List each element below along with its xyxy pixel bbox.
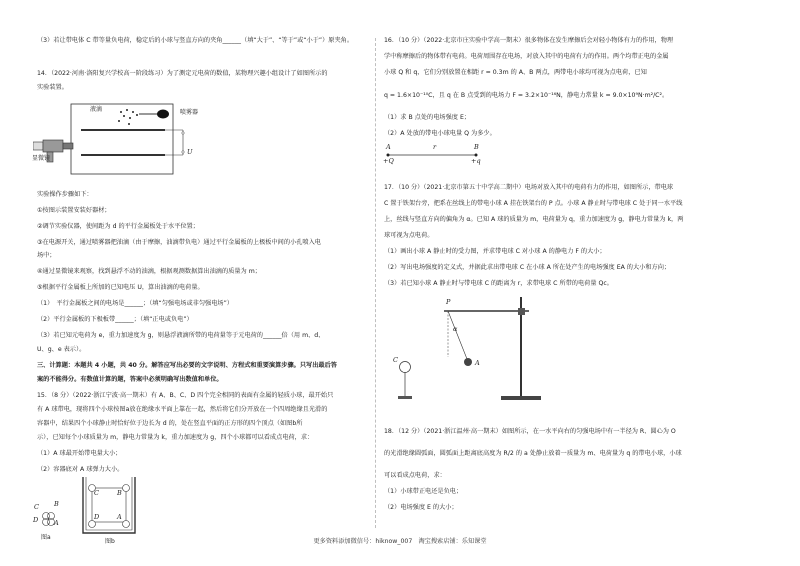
step-4: ④通过显微镜来观察，找到悬浮不动的油滴，根据观测数据算出油滴的质量为 m； <box>37 268 261 275</box>
fig16-label-r: r <box>433 143 437 151</box>
figure-15b-container <box>79 475 139 539</box>
fig15a-label-b: B <box>54 500 59 508</box>
q16-line2: 学中称摩擦后的物体带有电荷。电荷周围存在电场，对放入其中的电荷有力的作用。两个均带正电的金属 <box>384 53 669 60</box>
fig15b-caption: 图b <box>105 538 115 545</box>
label-voltage-u: U <box>187 148 193 156</box>
q18-part2: （2）电场强度 E 的大小； <box>384 504 458 511</box>
q17-line3: 上，丝线与竖直方向的偏角为 α。已知 A 球的质量为 m，电荷量为 q，重力加速度为 g，静电力常量为 k，两 <box>384 216 684 223</box>
fig17-label-alpha: α <box>453 325 458 333</box>
q17-line4: 球可视为点电荷。 <box>384 232 434 239</box>
fig16-label-plus-q-big: +Q <box>383 157 394 165</box>
q16-part1: （1）求 B 点处的电场强度 E； <box>384 114 471 121</box>
q15-title: 15．（8 分）（2022·浙江宁波·高一期末）有 A、B、C、D 四个完全相同的表面有金属的轻质小球，最开始只 <box>37 392 334 399</box>
step-2: ②调节实验仪器，使间距为 d 的平行金属板处于水平位置； <box>37 223 199 230</box>
step-3-cont: 场中； <box>37 252 56 259</box>
q16-title: 16．（10 分）（2022·北京市庄实验中学高一期末）很多物体在发生摩擦后会对轻小物体有力的作用，物理 <box>384 37 674 44</box>
fig15a-label-d: D <box>33 516 39 524</box>
fig15b-label-d: D <box>94 513 100 521</box>
label-microscope: 显微镜 <box>32 155 51 162</box>
q14-title-line2: 实验装置。 <box>37 84 68 91</box>
q17-part2: （2）写出电场强度的定义式，并据此求出带电球 C 在小球 A 所在处产生的电场强度 EA 的大小和方向； <box>384 264 671 271</box>
fig16-label-plus-q-small: +q <box>471 157 481 165</box>
page-footer: 更多资料添加微信号：hiknow_007 淘宝搜索店铺：乐知课堂 <box>313 538 487 545</box>
q16-line3: 小球 Q 和 q，它们分别放置在相距 r = 0.3m 的 A、B 两点，两带电小球均可视为点电荷，已知 <box>384 69 647 76</box>
q18-line2: 的光滑绝缘圆弧面，圆弧面上距离底高度为 R/2 的 a 处静止放着一质量为 m、电荷量为 q 的带电小球，小球 <box>384 450 682 457</box>
q13-part3: （3）若让带电体 C 带等量负电荷，稳定后的小球与竖直方向的夹角______（填“大于”、“等于”或“小于”）原夹角。 <box>37 37 354 44</box>
q17-line2: C 置于铁架台旁，把系在丝线上的带电小球 A 挂在铁架台的 P 点。小球 A 静止时与带电球 C 处于同一水平线 <box>384 200 683 207</box>
fig15a-caption: 图a <box>41 534 51 541</box>
figure-14-apparatus <box>33 100 203 180</box>
q14-part3-cont: U、g、e 表示）。 <box>37 346 86 353</box>
q15-line4: 示），已知每个小球质量为 m，静电力常量为 k，重力加速度为 g，四个小球都可以看成点电荷，求： <box>37 434 314 441</box>
fig17-label-c: C <box>393 356 398 364</box>
q18-line3: 可以看成点电荷，求： <box>384 472 446 479</box>
step-5: ⑤根据平行金属板上所加的已知电压 U，算出油滴的电荷量。 <box>37 284 204 291</box>
section-3-heading: 三、计算题：本题共 4 小题，共 40 分。解答应写出必要的文字说明、方程式和重要演算步骤。只写出最后答 <box>37 362 337 369</box>
section-3-heading-cont: 案的不能得分。有数值计算的题，答案中必须明确写出数值和单位。 <box>37 376 223 383</box>
q14-part1: （1） 平行金属板之间的电场是______；（填“匀强电场或非匀强电场”） <box>37 300 233 307</box>
fig15a-label-c: C <box>34 503 39 511</box>
column-divider <box>375 38 376 528</box>
label-drops: 液滴 <box>90 106 103 113</box>
fig17-label-a: A <box>475 359 480 367</box>
q18-title: 18．（12 分）（2021·浙江温州·高一期末）如图所示，在一水平向右的匀强电场中有一半径为 R、圆心为 O <box>384 428 676 435</box>
fig16-label-b: B <box>474 143 479 151</box>
steps-title: 实验操作步骤如下： <box>37 191 93 198</box>
q15-line2: 有 A 球带电，现将四个小球按图a放在绝缘水平面上靠在一起，然后将它们分开放在一个四周绝缘且光滑的 <box>37 406 328 413</box>
step-1: ①按图示装置安装好器材； <box>37 207 111 214</box>
q15-part2: （2）容器底对 A 球弹力大小。 <box>37 466 124 473</box>
fig15b-label-b: B <box>117 489 122 497</box>
fig16-label-a: A <box>386 143 391 151</box>
q17-part1: （1）画出小球 A 静止时的受力图，并求带电球 C 对小球 A 的静电力 F 的大小； <box>384 248 606 255</box>
q17-part3: （3）若已知小球 A 静止时与带电球 C 的距离为 r，求带电球 C 所带的电荷量 Qc。 <box>384 280 613 287</box>
q14-title: 14．（2022·河南·洛阳复兴学校高一阶段练习）为了测定元电荷的数值，某物理兴趣小组设计了如图所示的 <box>37 70 328 77</box>
fig15a-label-a: A <box>54 519 59 527</box>
step-3: ③在电源开关，通过喷雾器把油滴（由于摩擦，油滴带负电）通过平行金属板的上极板中间的小孔喷入电 <box>37 239 321 246</box>
fig15b-label-c: C <box>94 489 99 497</box>
q14-part2: （2）平行金属板的下极板带______；（填“正电或负电”） <box>37 316 193 323</box>
fig17-label-p: P <box>446 298 451 306</box>
q17-title: 17．（10 分）（2021·北京市第五十中学高二期中）电场对放入其中的电荷有力的作用，如图所示，带电球 <box>384 184 674 191</box>
q15-part1: （1）A 球最开始带电量大小； <box>37 450 122 457</box>
q14-part3: （3）若已知元电荷为 e，重力加速度为 g，则悬浮液滴所带的电荷量等于元电荷的______倍（用 m、d、 <box>37 332 325 339</box>
q16-part2: （2）A 处放的带电小球电量 Q 为多少。 <box>384 130 496 137</box>
q16-line4: q = 1.6×10⁻¹⁰C，且 q 在 B 点受到的电场力 F = 3.2×10⁻¹⁶N，静电力常量 k = 9.0×10⁹N·m²/C²。 <box>384 92 669 99</box>
fig15b-label-a: A <box>117 513 122 521</box>
label-sprayer: 喷雾器 <box>180 109 199 116</box>
figure-17-stand <box>384 295 554 405</box>
q15-line3: 容器中，结果四个小球静止时恰好位于边长为 d 的，处在竖直平面的正方形的四个顶点（如图b所 <box>37 420 303 427</box>
q18-part1: （1）小球带正电还是负电； <box>384 488 463 495</box>
